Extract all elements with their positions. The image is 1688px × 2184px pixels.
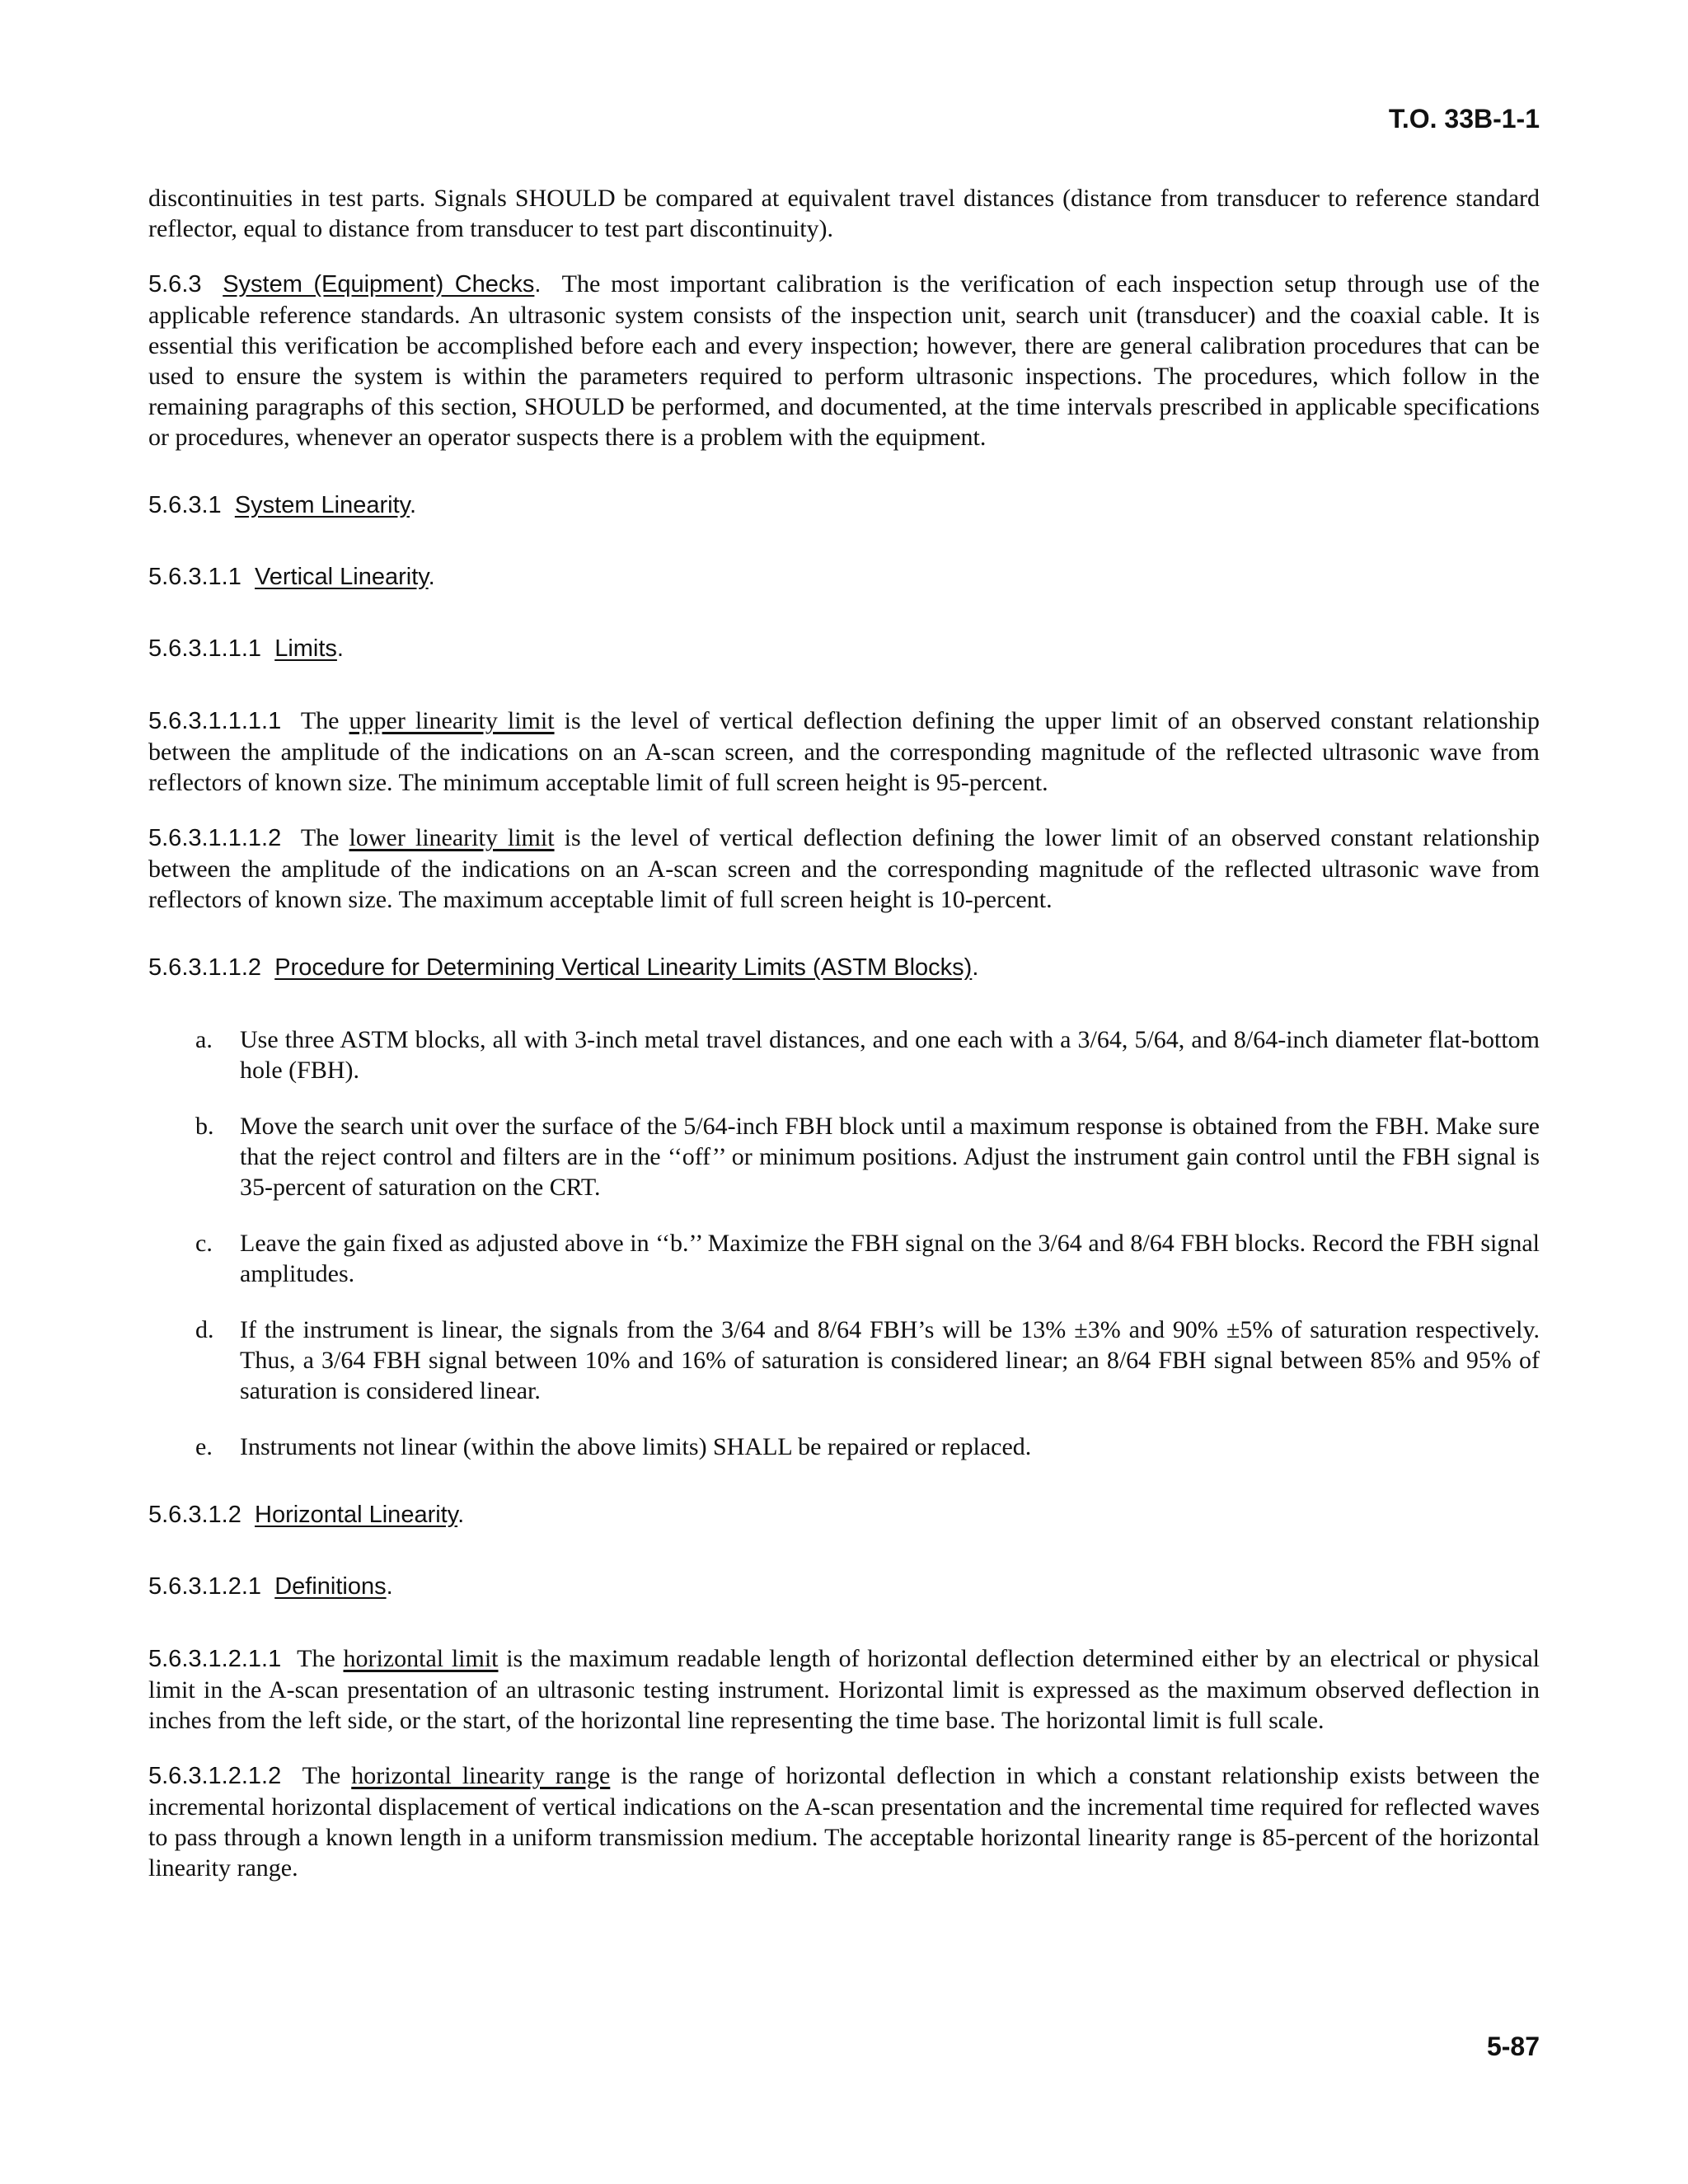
section-number: 5.6.3.1.1.1.2 <box>148 825 282 851</box>
section-number: 5.6.3.1.2.1.2 <box>148 1763 282 1789</box>
section-title: Procedure for Determining Vertical Linearity Limits (ASTM Blocks) <box>274 954 973 981</box>
section-number: 5.6.3 <box>148 271 202 298</box>
list-item-label: b. <box>195 1113 214 1140</box>
list-item-label: d. <box>195 1316 214 1343</box>
paragraph-text: is the range of horizontal deflection in which a constant relationship exists between the incremental horizontal displacement of vertical indications on the A-scan presentation and the incremental time required for reflected waves to pass through a known length in a uniform transmission medium. The acceptable horizontal linearity range is 85-percent of the horizontal linearity range. <box>148 1762 1540 1882</box>
paragraph-text: is the maximum readable length of horizontal deflection determined either by an electrical or physical limit in the A-scan presentation of an ultrasonic testing instrument. Horizontal limit is expressed as the maximum observed deflection in inches from the left side, or the start, of the horizontal line representing the time base. The horizontal limit is full scale. <box>148 1645 1540 1734</box>
heading-5-6-3-1-1-2: 5.6.3.1.1.2 Procedure for Determining Vertical Linearity Limits (ASTM Blocks). <box>148 954 979 981</box>
defined-term: horizontal limit <box>343 1645 499 1672</box>
paragraph-lead: The <box>300 707 340 734</box>
document-body <box>148 183 1540 1908</box>
paragraph-lead: The <box>300 824 340 851</box>
document-page <box>148 0 1540 2184</box>
section-number: 5.6.3.1.2 <box>148 1502 241 1528</box>
section-title: Definitions <box>274 1573 387 1600</box>
heading-5-6-3-1-1: 5.6.3.1.1 Vertical Linearity. <box>148 564 435 590</box>
page-header-doc-id: T.O. 33B-1-1 <box>1388 104 1540 134</box>
list-item-label: a. <box>195 1026 213 1053</box>
heading-5-6-3-1-2-1: 5.6.3.1.2.1 Definitions. <box>148 1573 393 1600</box>
list-item-text: Instruments not linear (within the above limits) SHALL be repaired or replaced. <box>240 1433 1032 1460</box>
defined-term: upper linearity limit <box>349 707 555 734</box>
paragraph-text: is the level of vertical deflection defining the upper limit of an observed constant relationship between the amplitude of the indications on an A-scan screen, and the corresponding magnitude of the reflected ultrasonic wave from reflectors of known size. The minimum acceptable limit of full screen height is 95-percent. <box>148 707 1540 796</box>
section-title: Limits <box>274 635 337 662</box>
paragraph-5-6-3: 5.6.3 System (Equipment) Checks. The most important calibration is the verification of each inspection setup through use of the applicable reference standards. An ultrasonic system consists of the inspection unit, search unit (transducer) and the coaxial cable. It is essential this verification be accomplished before each and every inspection; however, there are general calibration procedures that can be used to ensure the system is within the parameters required to perform ultrasonic inspections. The procedures, which follow in the remaining paragraphs of this section, SHOULD be performed, and documented, at the time intervals prescribed in applicable specifications or procedures, whenever an operator suspects there is a problem with the equipment. <box>148 270 1540 451</box>
list-item <box>148 1432 1540 1462</box>
section-number: 5.6.3.1.1 <box>148 564 241 590</box>
paragraph-horizontal-limit <box>148 1643 1540 1736</box>
defined-term: lower linearity limit <box>349 824 555 851</box>
section-title: System (Equipment) Checks <box>223 271 535 298</box>
section-number: 5.6.3.1 <box>148 492 222 518</box>
intro-paragraph: discontinuities in test parts. Signals SHOULD be compared at equivalent travel distances (distance from transducer to reference standard reflector, equal to distance from transducer to test part discontinuity). <box>148 185 1540 242</box>
list-item <box>148 1228 1540 1289</box>
list-item-text: Leave the gain fixed as adjusted above in ‘‘b.’’ Maximize the FBH signal on the 3/64 and 8/64 FBH blocks. Record the FBH signal amplitudes. <box>240 1230 1540 1287</box>
section-number: 5.6.3.1.2.1 <box>148 1573 262 1600</box>
list-item-text: Move the search unit over the surface of the 5/64-inch FBH block until a maximum response is obtained from the FBH. Make sure that the reject control and filters are in the ‘‘off’’ or minimum positions. Adjust the instrument gain control until the FBH signal is 35-percent of saturation on the CRT. <box>240 1113 1540 1201</box>
section-number: 5.6.3.1.2.1.1 <box>148 1646 282 1672</box>
section-title: System Linearity <box>234 492 410 518</box>
list-item-text: Use three ASTM blocks, all with 3-inch metal travel distances, and one each with a 3/64, 5/64, and 8/64-inch diameter flat-bottom hole (FBH). <box>240 1026 1540 1084</box>
procedure-steps <box>148 1024 1540 1462</box>
paragraph-horizontal-linearity-range <box>148 1760 1540 1883</box>
section-title: Horizontal Linearity <box>255 1502 458 1528</box>
heading-5-6-3-1: 5.6.3.1 System Linearity. <box>148 492 417 518</box>
list-item <box>148 1111 1540 1202</box>
section-number: 5.6.3.1.1.1 <box>148 635 262 662</box>
page-footer-number: 5-87 <box>1486 2032 1540 2061</box>
heading-5-6-3-1-1-1: 5.6.3.1.1.1 Limits. <box>148 635 344 662</box>
list-item-label: c. <box>195 1230 213 1257</box>
paragraph-text: The most important calibration is the verification of each inspection setup through use of the applicable reference standards. An ultrasonic system consists of the inspection unit, search unit (transducer) and the coaxial cable. It is essential this verification be accomplished before each and every inspection; however, there are general calibration procedures that can be used to ensure the system is within the parameters required to perform ultrasonic inspections. The procedures, which follow in the remaining paragraphs of this section, SHOULD be performed, and documented, at the time intervals prescribed in applicable specifications or procedures, whenever an operator suspects there is a problem with the equipment. <box>148 270 1540 451</box>
list-item-text: If the instrument is linear, the signals from the 3/64 and 8/64 FBH’s will be 13% ±3% and 90% ±5% of saturation respectively. Thus, a 3/64 FBH signal between 10% and 16% of saturation is considered linear; an 8/64 FBH signal between 85% and 95% of saturation is considered linear. <box>240 1316 1540 1404</box>
paragraph-lower-linearity-limit <box>148 823 1540 915</box>
paragraph-text: is the level of vertical deflection defining the lower limit of an observed constant relationship between the amplitude of the indications on an A-scan screen and the corresponding magnitude of the reflected ultrasonic wave from reflectors of known size. The maximum acceptable limit of full screen height is 10-percent. <box>148 824 1540 913</box>
defined-term: horizontal linearity range <box>351 1762 611 1789</box>
list-item-label: e. <box>195 1433 213 1460</box>
list-item <box>148 1024 1540 1085</box>
section-number: 5.6.3.1.1.1.1 <box>148 708 282 734</box>
paragraph-lead: The <box>297 1645 335 1672</box>
paragraph-upper-linearity-limit <box>148 705 1540 798</box>
list-item <box>148 1315 1540 1406</box>
section-number: 5.6.3.1.1.2 <box>148 954 262 981</box>
paragraph-lead: The <box>302 1762 341 1789</box>
section-title: Vertical Linearity <box>255 564 429 590</box>
heading-5-6-3-1-2: 5.6.3.1.2 Horizontal Linearity. <box>148 1502 465 1528</box>
